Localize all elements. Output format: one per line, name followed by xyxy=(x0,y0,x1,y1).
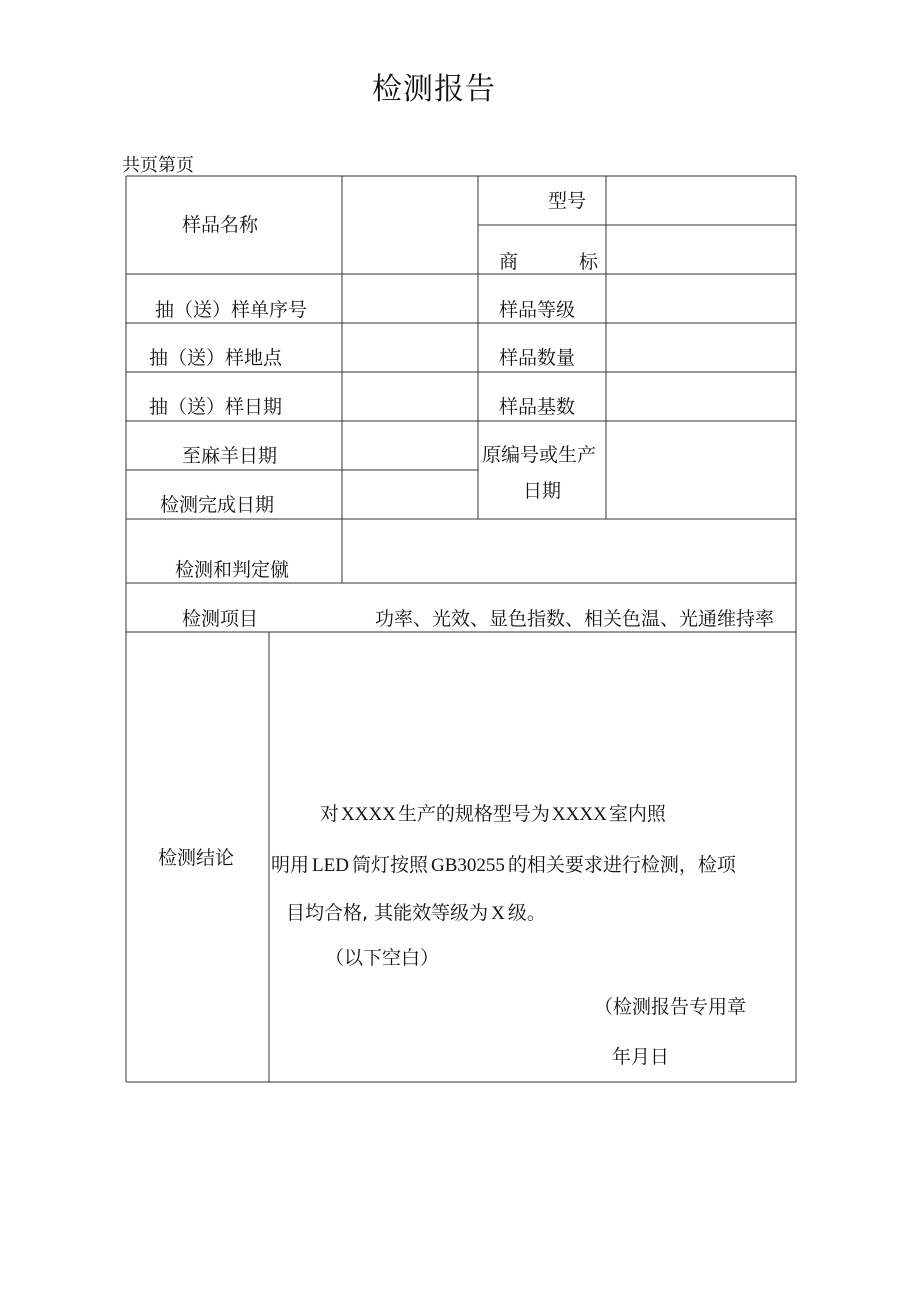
product-type: LED xyxy=(312,855,349,876)
standard-code: GB30255 xyxy=(430,855,505,876)
sample-base-label: 样品基数 xyxy=(499,396,576,418)
sample-quantity-label: 样品数量 xyxy=(499,347,576,369)
model-label: 型号 xyxy=(548,190,587,212)
sample-name-label: 样品名称 xyxy=(182,214,259,236)
blank-note: （以下空白） xyxy=(325,947,440,969)
original-no-label-line1: 原编号或生产 xyxy=(482,444,597,466)
conclusion-text: 生产的规格型号为 xyxy=(397,803,550,825)
original-no-label-line2: 日期 xyxy=(523,480,562,502)
sampling-date-label: 抽（送）样日期 xyxy=(149,396,283,418)
sample-grade-label: 样品等级 xyxy=(499,299,576,321)
manufacturer-placeholder: XXXX xyxy=(341,804,396,825)
signature-date: 年月日 xyxy=(612,1046,670,1068)
trademark-label-part2: 标 xyxy=(579,251,599,273)
conclusion-text: 筒灯按照 xyxy=(351,854,428,876)
conclusion-line-1 xyxy=(320,805,666,824)
arrival-date-label: 至麻羊日期 xyxy=(182,445,278,467)
sampling-location-label: 抽（送）样地点 xyxy=(149,347,283,369)
conclusion-text: 对 xyxy=(320,803,340,825)
test-items-label: 检测项目 xyxy=(182,608,259,630)
conclusion-text: 的相关要求进行检测，检项 xyxy=(507,854,736,876)
conclusion-label: 检测结论 xyxy=(158,847,235,869)
test-completion-date-label: 检测完成日期 xyxy=(160,494,275,516)
test-items-value: 功率、光效、显色指数、相关色温、光通维持率 xyxy=(375,608,775,630)
seal-text: （检测报告专用章 xyxy=(594,996,747,1018)
efficiency-grade-placeholder: X xyxy=(491,903,505,924)
conclusion-text: 室内照 xyxy=(608,803,666,825)
page-title: 检测报告 xyxy=(372,72,496,107)
conclusion-text: 明用 xyxy=(271,854,310,876)
conclusion-line-2 xyxy=(271,856,736,875)
conclusion-line-3 xyxy=(286,904,546,923)
sampling-order-no-label: 抽（送）样单序号 xyxy=(155,299,308,321)
conclusion-text: 级。 xyxy=(507,902,546,924)
test-basis-label: 检测和判定僦 xyxy=(175,559,290,581)
page-count: 共页第页 xyxy=(122,155,194,176)
model-placeholder: XXXX xyxy=(551,804,607,825)
trademark-label-part1: 商 xyxy=(499,251,519,273)
conclusion-text: 目均合格, 其能效等级为 xyxy=(286,902,489,924)
